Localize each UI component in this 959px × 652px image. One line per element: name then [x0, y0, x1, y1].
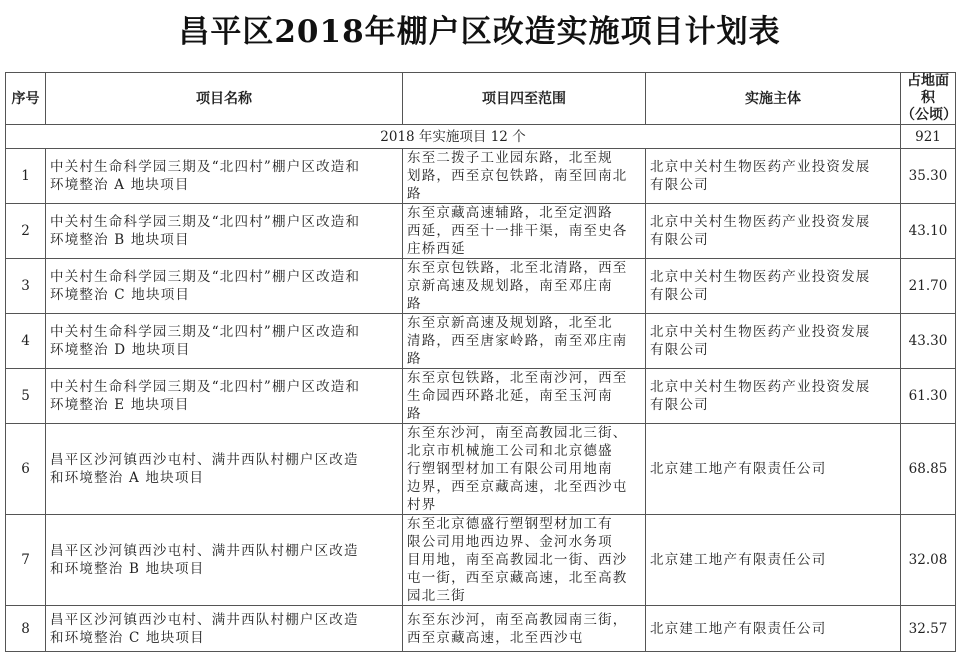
row-range: 东至东沙河，南至高教园北三街、 北京市机械施工公司和北京德盛 行塑钢型材加工有限公司用地南 边界，西至京藏高速，北至西沙屯 村界: [403, 424, 646, 515]
row-range: 东至京包铁路，北至南沙河，西至 生命园西环路北延，南至玉河南 路: [403, 369, 646, 424]
subtotal-label: 2018 年实施项目 12 个: [6, 125, 901, 149]
row-no: 6: [6, 424, 46, 515]
row-range: 东至北京德盛行塑钢型材加工有 限公司用地西边界、金河水务项 目用地，南至高教园北一街、西沙 屯一街，西至京藏高速，北至高教 园北三街: [403, 515, 646, 606]
row-entity: 北京中关村生物医药产业投资发展 有限公司: [646, 204, 901, 259]
row-name: 中关村生命科学园三期及“北四村”棚户区改造和 环境整治 D 地块项目: [46, 314, 403, 369]
table-header: [6, 73, 956, 125]
row-range: 东至二拨子工业园东路，北至规 划路，西至京包铁路，南至回南北 路: [403, 149, 646, 204]
row-no: 2: [6, 204, 46, 259]
row-area: 61.30: [901, 369, 956, 424]
row-no: 8: [6, 606, 46, 652]
header-range: 项目四至范围: [403, 73, 646, 125]
row-name: 中关村生命科学园三期及“北四村”棚户区改造和 环境整治 A 地块项目: [46, 149, 403, 204]
row-area: 32.08: [901, 515, 956, 606]
page-title: 昌平区2018年棚户区改造实施项目计划表: [178, 14, 781, 50]
row-area: 21.70: [901, 259, 956, 314]
row-no: 1: [6, 149, 46, 204]
row-no: 7: [6, 515, 46, 606]
header-name: 项目名称: [46, 73, 403, 125]
table-row: [6, 515, 956, 606]
table-row: [6, 259, 956, 314]
row-no: 4: [6, 314, 46, 369]
row-area: 68.85: [901, 424, 956, 515]
row-entity: 北京建工地产有限责任公司: [646, 515, 901, 606]
row-name: 中关村生命科学园三期及“北四村”棚户区改造和 环境整治 E 地块项目: [46, 369, 403, 424]
row-area: 35.30: [901, 149, 956, 204]
table-row: [6, 149, 956, 204]
header-area: 占地面积 （公顷）: [901, 73, 957, 123]
row-entity: 北京建工地产有限责任公司: [646, 424, 901, 515]
subtotal-row: [6, 125, 956, 149]
row-entity: 北京中关村生物医药产业投资发展 有限公司: [646, 149, 901, 204]
row-entity: 北京中关村生物医药产业投资发展 有限公司: [646, 259, 901, 314]
row-name: 昌平区沙河镇西沙屯村、满井西队村棚户区改造 和环境整治 A 地块项目: [46, 424, 403, 515]
row-area: 32.57: [901, 606, 956, 652]
row-name: 中关村生命科学园三期及“北四村”棚户区改造和 环境整治 B 地块项目: [46, 204, 403, 259]
row-name: 昌平区沙河镇西沙屯村、满井西队村棚户区改造 和环境整治 C 地块项目: [46, 606, 403, 652]
header-entity: 实施主体: [646, 73, 901, 125]
table-row: [6, 314, 956, 369]
table-row: [6, 369, 956, 424]
row-range: 东至京包铁路，北至北清路，西至 京新高速及规划路，南至邓庄南 路: [403, 259, 646, 314]
row-area: 43.30: [901, 314, 956, 369]
row-name: 昌平区沙河镇西沙屯村、满井西队村棚户区改造 和环境整治 B 地块项目: [46, 515, 403, 606]
subtotal-area: 921: [901, 125, 956, 149]
table-row: [6, 424, 956, 515]
table-row: [6, 204, 956, 259]
row-area: 43.10: [901, 204, 956, 259]
row-range: 东至京新高速及规划路，北至北 清路，西至唐家岭路，南至邓庄南 路: [403, 314, 646, 369]
row-entity: 北京中关村生物医药产业投资发展 有限公司: [646, 314, 901, 369]
row-range: 东至京藏高速辅路，北至定泗路 西延，西至十一排干渠，南至史各 庄桥西延: [403, 204, 646, 259]
row-no: 3: [6, 259, 46, 314]
row-range: 东至东沙河，南至高教园南三街， 西至京藏高速，北至西沙屯: [403, 606, 646, 652]
project-table: [5, 72, 956, 652]
row-name: 中关村生命科学园三期及“北四村”棚户区改造和 环境整治 C 地块项目: [46, 259, 403, 314]
row-no: 5: [6, 369, 46, 424]
row-entity: 北京建工地产有限责任公司: [646, 606, 901, 652]
header-no: 序号: [6, 73, 46, 125]
row-entity: 北京中关村生物医药产业投资发展 有限公司: [646, 369, 901, 424]
